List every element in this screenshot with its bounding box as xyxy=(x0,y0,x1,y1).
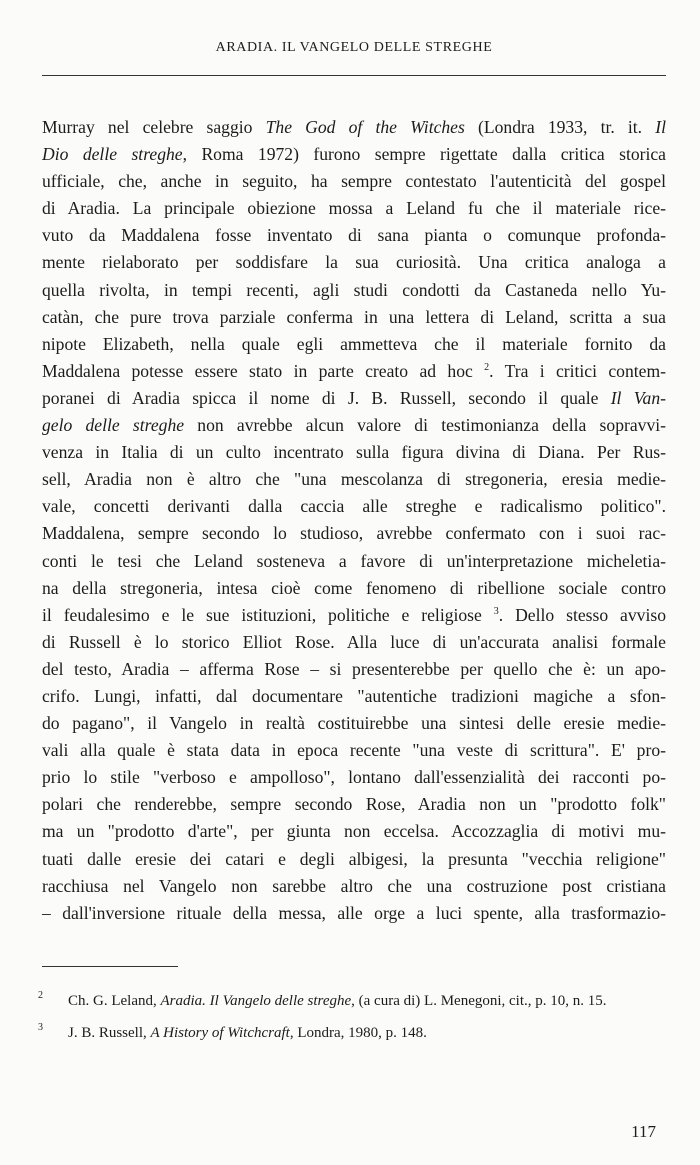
text-run: del testo, Aradia – afferma Rose – si presenterebbe per quello che è: un apo- xyxy=(42,658,666,679)
text-run: Ch. G. Leland, xyxy=(68,993,161,1009)
text-line xyxy=(42,548,666,575)
text-line xyxy=(42,439,666,466)
italic-title: The God of the Witches xyxy=(265,117,465,137)
text-run: na della stregoneria, intesa cioè come fenomeno di ribellione sociale contro xyxy=(42,577,666,598)
footnote-text xyxy=(68,990,668,1012)
text-run: catàn, che pure trova parziale conferma in una lettera di Leland, scritta a sua xyxy=(42,306,666,327)
italic-title: A History of Witchcraft xyxy=(150,1025,290,1041)
text-run: di Aradia. La principale obiezione mossa a Leland fu che il materiale rice- xyxy=(42,198,666,219)
footnote-number: 3 xyxy=(38,1022,43,1033)
text-run: conti le tesi che Leland sosteneva a favore di un'interpretazione micheletia- xyxy=(42,550,666,571)
text-line xyxy=(42,656,666,683)
italic-title: Il Van- xyxy=(610,387,666,408)
text-line xyxy=(42,222,666,249)
footnote-number: 2 xyxy=(38,990,43,1001)
text-run: Murray nel celebre saggio xyxy=(42,117,266,137)
text-run: (Londra 1933, tr. it. xyxy=(464,117,656,137)
text-run: J. B. Russell, xyxy=(68,1025,151,1041)
body-text xyxy=(42,114,666,927)
text-line xyxy=(42,277,666,304)
text-line xyxy=(42,195,666,222)
running-head: ARADIA. IL VANGELO DELLE STREGHE xyxy=(215,40,493,55)
text-run: sell, Aradia non è altro che "una mescolanza di stregoneria, eresia medie- xyxy=(42,469,666,490)
footnote-ref: 2 xyxy=(484,361,490,373)
text-run: mente rielaborato per soddisfare la sua curiosità. Una critica analoga a xyxy=(42,252,666,273)
text-run: il feudalesimo e le sue istituzioni, politiche e religiose xyxy=(42,604,494,625)
footnotes xyxy=(38,990,668,1054)
text-line xyxy=(42,520,666,547)
text-run: . Tra i critici contem- xyxy=(489,360,666,381)
footnote-text xyxy=(68,1022,668,1044)
text-run: prio lo stile "verboso e ampolloso", lontano dall'essenzialità dei racconti po- xyxy=(42,767,666,788)
text-line xyxy=(42,629,666,656)
text-run: vale, concetti derivanti dalla caccia alle streghe e radicalismo politico". xyxy=(42,496,666,517)
text-line xyxy=(42,900,666,927)
text-run: vuto da Maddalena fosse inventato di sana pianta o comunque profonda- xyxy=(42,225,666,246)
text-run: – dall'inversione rituale della messa, alle orge a luci spente, alla trasformazio- xyxy=(42,902,666,923)
text-line xyxy=(42,575,666,602)
text-run: ma un "prodotto d'arte", per giunta non eccelsa. Accozzaglia di motivi mu- xyxy=(42,821,666,842)
text-run: , Roma 1972) furono sempre rigettate dalla critica storica xyxy=(182,144,666,165)
text-line xyxy=(42,466,666,493)
text-line xyxy=(42,683,666,710)
text-run: polari che renderebbe, sempre secondo Rose, Aradia non un "prodotto folk" xyxy=(42,794,666,815)
italic-title: Il xyxy=(655,117,666,137)
text-run: di Russell è lo storico Elliot Rose. Alla luce di un'accurata analisi formale xyxy=(42,631,666,652)
text-line xyxy=(42,168,666,195)
text-run: venza in Italia di un culto incentrato sulla figura divina di Diana. Per Rus- xyxy=(42,442,666,463)
text-run: racchiusa nel Vangelo non sarebbe altro che una costruzione post cristiana xyxy=(42,875,666,896)
text-line xyxy=(42,737,666,764)
italic-title: Dio delle streghe xyxy=(42,144,183,165)
text-run: , Londra, 1980, p. 148. xyxy=(289,1025,427,1041)
italic-title: Aradia. Il Vangelo delle streghe xyxy=(160,993,352,1009)
text-line xyxy=(42,873,666,900)
text-line xyxy=(42,412,666,439)
footnote-ref: 3 xyxy=(493,605,499,617)
text-line xyxy=(42,602,666,629)
italic-title: gelo delle streghe xyxy=(42,415,185,436)
text-run: do pagano", il Vangelo in realtà costituirebbe una sintesi delle eresie medie- xyxy=(42,713,666,734)
text-run: crifo. Lungi, infatti, dal documentare "autentiche tradizioni magiche a sfon- xyxy=(42,685,666,706)
footnote xyxy=(38,990,668,1012)
text-line xyxy=(42,358,666,385)
text-run: poranei di Aradia spicca il nome di J. B. Russell, secondo il quale xyxy=(42,387,611,408)
header-rule xyxy=(42,75,666,76)
text-line xyxy=(42,710,666,737)
text-line xyxy=(42,331,666,358)
text-run: Maddalena, sempre secondo lo studioso, avrebbe confermato con i suoi rac- xyxy=(42,523,666,544)
text-run: nipote Elizabeth, nella quale egli ammetteva che il materiale fornito da xyxy=(42,333,666,354)
text-line xyxy=(42,493,666,520)
text-line xyxy=(42,846,666,873)
footnote xyxy=(38,1022,668,1044)
text-run: Maddalena potesse essere stato in parte creato ad hoc xyxy=(42,360,485,381)
page-number: 117 xyxy=(631,1122,656,1141)
text-run: ufficiale, che, anche in seguito, ha sempre contestato l'autenticità del gospel xyxy=(42,171,666,192)
text-run: . Dello stesso avviso xyxy=(498,604,666,625)
text-line xyxy=(42,114,666,141)
text-run: , (a cura di) L. Menegoni, cit., p. 10, n. 15. xyxy=(351,993,607,1009)
text-line xyxy=(42,791,666,818)
text-line xyxy=(42,141,666,168)
text-line xyxy=(42,385,666,412)
text-line xyxy=(42,764,666,791)
text-line xyxy=(42,249,666,276)
text-run: tuati dalle eresie dei catari e degli albigesi, la presunta "vecchia religione" xyxy=(42,848,666,869)
text-line xyxy=(42,304,666,331)
text-run: vali alla quale è stata data in epoca recente "una veste di scrittura". E' pro- xyxy=(42,740,666,761)
text-line xyxy=(42,818,666,845)
text-run: quella rivolta, in tempi recenti, agli studi condotti da Castaneda nello Yu- xyxy=(42,279,666,300)
text-run: non avrebbe alcun valore di testimonianza della sopravvi- xyxy=(184,415,667,436)
footnote-rule xyxy=(42,966,178,967)
